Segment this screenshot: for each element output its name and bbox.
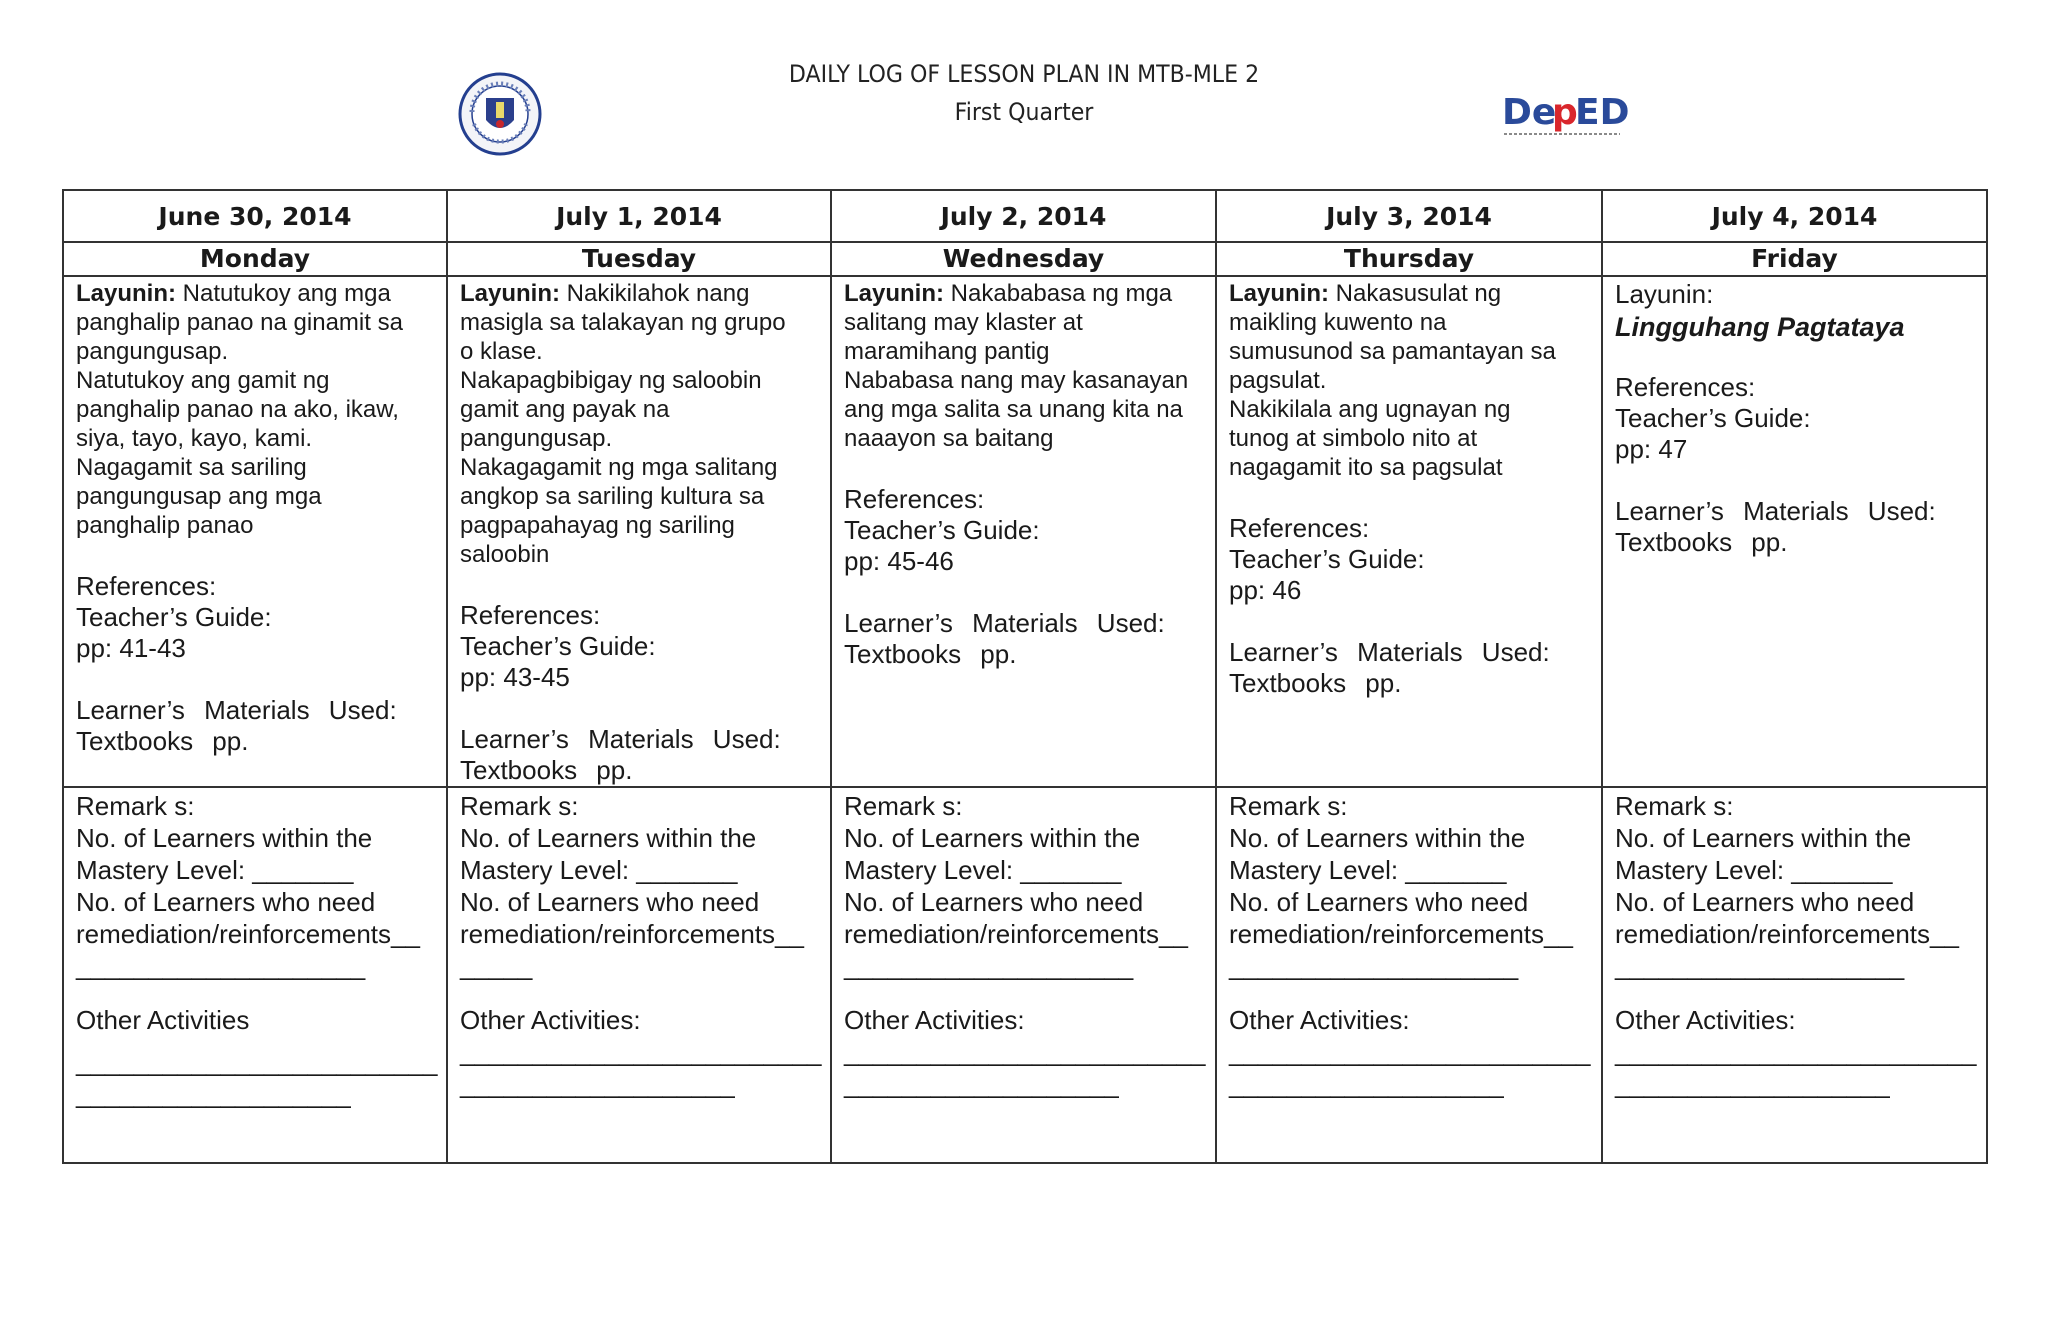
document-subtitle: First Quarter: [954, 98, 1094, 126]
blank-lines: _________________________ ___________________: [844, 1037, 1206, 1099]
objective-text: [460, 279, 820, 569]
lesson-plan-table: [62, 189, 1988, 1164]
remarks-text: Remark s: No. of Learners within the Mastery Level: _______ No. of Learners who need remediation/reinforcements__ _____: [460, 791, 804, 981]
references-text: References: Teacher’s Guide: pp: 45-46: [844, 484, 1040, 576]
weekly-assessment-heading: Lingguhang Pagtataya: [1615, 312, 1905, 342]
svg-text:De: De: [1502, 92, 1557, 133]
other-activities-label: Other Activities:: [460, 1005, 641, 1035]
blank-lines: _________________________ ___________________: [76, 1047, 438, 1109]
remarks-text: Remark s: No. of Learners within the Mastery Level: _______ No. of Learners who need remediation/reinforcements__ ____________________: [1229, 791, 1573, 981]
remarks-cell-thursday: [1216, 787, 1602, 1163]
learners-materials-text: Learner’s Materials Used: Textbooks pp.: [1229, 637, 1550, 698]
objective-body: Natutukoy ang mga panghalip panao na ginamit sa pangungusap. Natutukoy ang gamit ng panghalip panao na ako, ikaw, siya, tayo, kayo, kami. Nagagamit sa sariling pangungusap ang mga panghalip panao: [76, 280, 403, 539]
learners-materials-text: Learner’s Materials Used: Textbooks pp.: [844, 608, 1165, 669]
remarks-cell-wednesday: [831, 787, 1216, 1163]
remarks-text: Remark s: No. of Learners within the Mastery Level: _______ No. of Learners who need remediation/reinforcements__ ____________________: [844, 791, 1188, 981]
learners-materials-text: Learner’s Materials Used: Textbooks pp.: [460, 724, 781, 785]
day-cell: Wednesday: [831, 242, 1216, 276]
day-cell: Thursday: [1216, 242, 1602, 276]
svg-text:p: p: [1552, 92, 1578, 133]
references-text: References: Teacher’s Guide: pp: 43-45: [460, 600, 656, 692]
blank-lines: _________________________ ___________________: [460, 1037, 822, 1099]
objective-label: Layunin:: [844, 280, 944, 307]
day-cell: Monday: [63, 242, 447, 276]
objective-cell-tuesday: [447, 276, 831, 787]
remarks-row: [63, 787, 1987, 1163]
document-header: [0, 0, 2048, 180]
objective-text: [1229, 279, 1591, 482]
blank-lines: _________________________ ___________________: [1615, 1037, 1977, 1099]
objective-label: Layunin:: [1615, 279, 1714, 309]
svg-text:ED: ED: [1575, 92, 1628, 133]
remarks-cell-monday: [63, 787, 447, 1163]
remarks-cell-tuesday: [447, 787, 831, 1163]
other-activities-label: Other Activities:: [1229, 1005, 1410, 1035]
remarks-cell-friday: [1602, 787, 1987, 1163]
references-text: References: Teacher’s Guide: pp: 41-43: [76, 571, 272, 663]
objective-body: Nakababasa ng mga salitang may klaster at maramihang pantig Nababasa nang may kasanayan ang mga salita sa unang kita na naaayon sa baitang: [844, 280, 1189, 452]
objective-text: [76, 279, 436, 540]
objective-body: Nakasusulat ng maikling kuwento na sumusunod sa pamantayan sa pagsulat. Nakikilala ang ugnayan ng tunog at simbolo nito at nagagamit ito sa pagsulat: [1229, 280, 1556, 481]
objective-text: [844, 279, 1205, 453]
learners-materials-text: Learner’s Materials Used: Textbooks pp.: [76, 695, 397, 756]
objective-cell-friday: [1602, 276, 1987, 787]
references-text: References: Teacher’s Guide: pp: 46: [1229, 513, 1425, 605]
other-activities-label: Other Activities: [76, 1005, 250, 1035]
day-row: [63, 242, 1987, 276]
objective-label: Layunin:: [1229, 280, 1329, 307]
document-title: DAILY LOG OF LESSON PLAN IN MTB-MLE 2: [788, 60, 1260, 88]
objective-body: Nakikilahok nang masigla sa talakayan ng grupo o klase. Nakapagbibigay ng saloobin gamit ang payak na pangungusap. Nakagagamit ng mga salitang angkop sa sariling kultura sa pagpapahayag ng sariling saloobin: [460, 280, 786, 568]
day-cell: Friday: [1602, 242, 1987, 276]
date-cell: July 4, 2014: [1602, 190, 1987, 242]
date-row: [63, 190, 1987, 242]
other-activities-label: Other Activities:: [844, 1005, 1025, 1035]
remarks-text: Remark s: No. of Learners within the Mastery Level: _______ No. of Learners who need remediation/reinforcements__ ____________________: [1615, 791, 1959, 981]
remarks-text: Remark s: No. of Learners within the Mastery Level: _______ No. of Learners who need remediation/reinforcements__ ____________________: [76, 791, 420, 981]
objectives-row: [63, 276, 1987, 787]
blank-lines: _________________________ ___________________: [1229, 1037, 1591, 1099]
objective-cell-monday: [63, 276, 447, 787]
learners-materials-text: Learner’s Materials Used: Textbooks pp.: [1615, 496, 1936, 557]
date-cell: June 30, 2014: [63, 190, 447, 242]
references-text: References: Teacher’s Guide: pp: 47: [1615, 372, 1811, 464]
objective-cell-wednesday: [831, 276, 1216, 787]
deped-logo: [1500, 86, 1628, 142]
date-cell: July 2, 2014: [831, 190, 1216, 242]
objective-cell-thursday: [1216, 276, 1602, 787]
objective-label: Layunin:: [76, 280, 176, 307]
other-activities-label: Other Activities:: [1615, 1005, 1796, 1035]
date-cell: July 1, 2014: [447, 190, 831, 242]
objective-label: Layunin:: [460, 280, 560, 307]
date-cell: July 3, 2014: [1216, 190, 1602, 242]
day-cell: Tuesday: [447, 242, 831, 276]
